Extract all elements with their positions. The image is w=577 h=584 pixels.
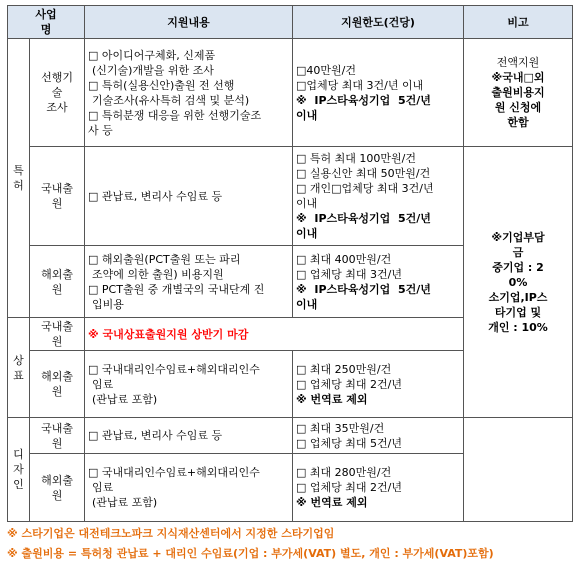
row-content-notice: ※ 국내상표출원지원 상반기 마감 [85, 318, 464, 351]
table-row [8, 147, 573, 246]
row-content: □ 해외출원(PCT출원 또는 파리 조약에 의한 출원) 비용지원 □ PCT출원 중 개별국의 국내단계 진 입비용 [85, 246, 293, 318]
row-note-empty [464, 418, 573, 522]
group-trademark: 상 표 [8, 318, 30, 418]
row-content: □ 국내대리인수임료+해외대리인수 임료 (관납료 포함) [85, 351, 293, 418]
row-subcategory: 국내출 원 [30, 147, 85, 246]
row-limit: □ 특허 최대 100만원/건 □ 실용신안 최대 50만원/건 □ 개인□업체당 최대 3건/년 이내 ※ IP스타육성기업 5건/년 이내 [293, 147, 464, 246]
group-patent: 특 허 [8, 39, 30, 318]
header-content: 지원내용 [85, 6, 293, 39]
table-header-row [8, 6, 573, 39]
row-limit: □ 최대 35만원/건 □ 업체당 최대 5건/년 [293, 418, 464, 454]
row-note-burden: ※기업부담 금 중기업 : 2 0% 소기업,IP스 타기업 및 개인 : 10% [464, 147, 573, 418]
row-limit: □ 최대 400만원/건 □ 업체당 최대 3건/년 ※ IP스타육성기업 5건/년 이내 [293, 246, 464, 318]
footnote-filing-cost: ※ 출원비용 = 특허청 관납료 + 대리인 수임료(기업 : 부가세(VAT) 별도, 개인 : 부가세(VAT)포함) [7, 547, 494, 560]
row-subcategory: 해외출 원 [30, 454, 85, 522]
row-subcategory: 해외출 원 [30, 246, 85, 318]
row-subcategory: 국내출 원 [30, 418, 85, 454]
row-limit: □40만원/건 □업체당 최대 3건/년 이내 ※ IP스타육성기업 5건/년 이내 [293, 39, 464, 147]
row-limit: □ 최대 250만원/건 □ 업체당 최대 2건/년 ※ 번역료 제외 [293, 351, 464, 418]
row-subcategory: 해외출 원 [30, 351, 85, 418]
row-subcategory: 선행기 술 조사 [30, 39, 85, 147]
row-limit: □ 최대 280만원/건 □ 업체당 최대 2건/년 ※ 번역료 제외 [293, 454, 464, 522]
header-limit: 지원한도(건당) [293, 6, 464, 39]
row-content: □ 관납료, 변리사 수임료 등 [85, 147, 293, 246]
row-subcategory: 국내출 원 [30, 318, 85, 351]
row-content: □ 아이디어구체화, 신제품 (신기술)개발을 위한 조사 □ 특허(실용신안)출원 전 선행 기술조사(유사특허 검색 및 분석) □ 특허분쟁 대응을 위한 선행기술조 사 등 [85, 39, 293, 147]
footnote-star-company: ※ 스타기업은 대전테크노파크 지식재산센터에서 지정한 스타기업임 [7, 527, 335, 540]
row-content: □ 관납료, 변리사 수임료 등 [85, 418, 293, 454]
header-note: 비고 [464, 6, 573, 39]
row-note: 전액지원 ※국내□외 출원비용지 원 신청에 한함 [464, 39, 573, 147]
header-category: 사업 명 [8, 6, 85, 39]
table-row [8, 418, 573, 454]
group-design: 디 자 인 [8, 418, 30, 522]
row-content: □ 국내대리인수임료+해외대리인수 임료 (관납료 포함) [85, 454, 293, 522]
table-row [8, 39, 573, 147]
support-table [7, 5, 573, 522]
